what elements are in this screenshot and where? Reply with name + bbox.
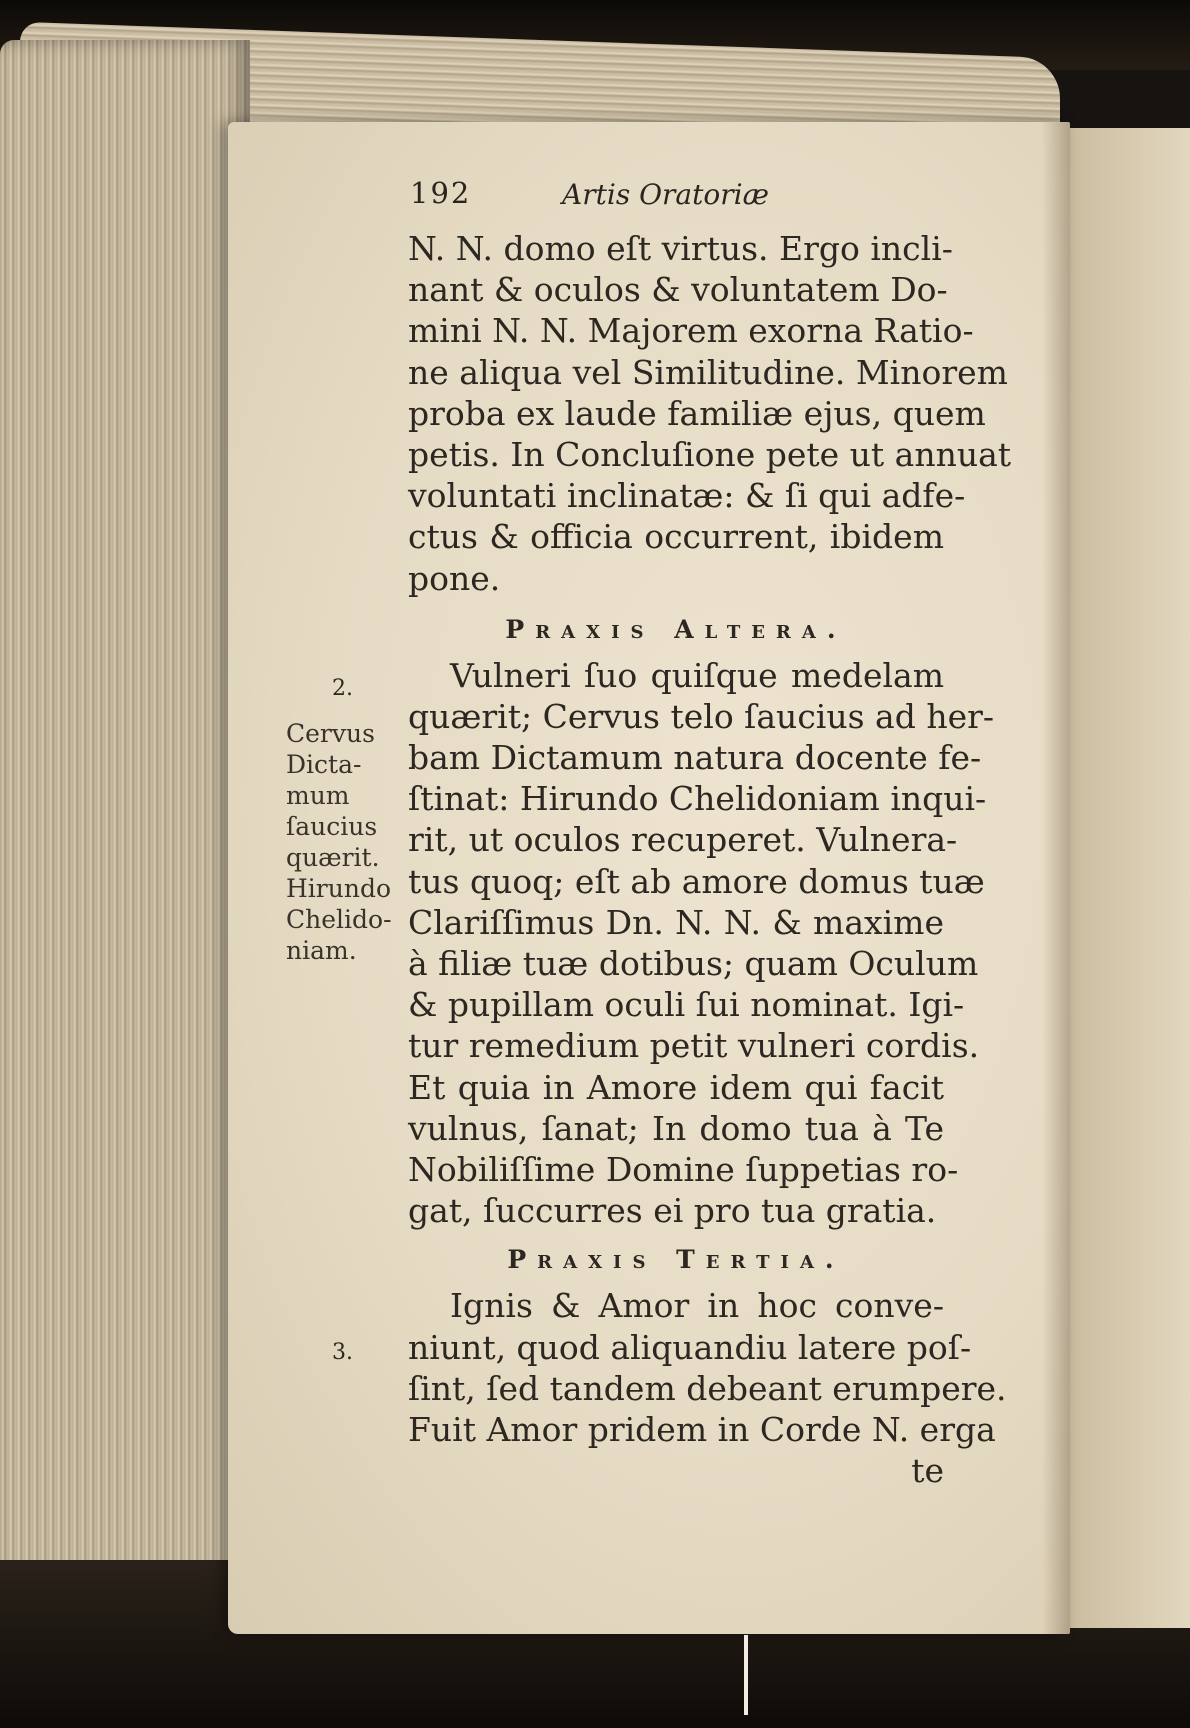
text-line: Clariſſimus Dn. N. N. & maxime [408, 902, 944, 942]
page-header [410, 176, 830, 220]
text-line: ctus & officia occurrent, ibidem [408, 517, 944, 557]
text-line: ſtinat: Hirundo Chelidoniam inqui- [408, 779, 987, 819]
text-line: quærit; Cervus telo ſaucius ad her- [408, 696, 995, 736]
margin-note-line: ſaucius [286, 812, 378, 841]
text-line: nant & oculos & voluntatem Do- [408, 270, 948, 310]
stacked-page-edges-left [0, 40, 250, 1600]
text-line: N. N. domo eſt virtus. Ergo incli- [408, 229, 953, 268]
page-body [408, 228, 1012, 1491]
text-line: tur remedium petit vulneri cordis. [408, 1026, 980, 1066]
praxis-tertia-paragraph [408, 1285, 1007, 1491]
text-line: Vulneri ſuo quiſque medelam [450, 655, 944, 695]
praxis-altera-paragraph [408, 655, 995, 1232]
text-line: rit, ut oculos recuperet. Vulnera- [408, 820, 958, 860]
text-line: Ignis & Amor in hoc conve- [450, 1286, 944, 1326]
text-line: mini N. N. Majorem exorna Ratio- [408, 311, 974, 351]
text-line: petis. In Concluſione pete ut annuat [408, 434, 1012, 474]
text-line: Et quia in Amore idem qui facit [408, 1067, 944, 1107]
text-line: & pupillam oculi ſui nominat. Igi- [408, 985, 965, 1025]
margin-note-line: Chelido- [286, 905, 392, 934]
page-gutter-shadow [1042, 122, 1070, 1634]
text-line: niunt, quod aliquandiu latere poſ- [408, 1327, 972, 1367]
text-line: gat, ſuccurres ei pro tua gratia. [408, 1191, 937, 1231]
section-number-2: 2. [332, 676, 353, 701]
text-line: tus quoq; eſt ab amore domus tuæ [408, 861, 985, 901]
margin-note-line: Hirundo [286, 874, 392, 903]
text-line: Nobiliſſime Domine ſuppetias ro- [408, 1149, 959, 1189]
section-number-3: 3. [332, 1340, 353, 1365]
text-line: vulnus, ſanat; In domo tua à Te [408, 1108, 944, 1148]
margin-note-line: niam. [286, 936, 357, 965]
text-line: pone. [408, 558, 501, 598]
praxis-tertia-heading: Praxis Tertia. [507, 1245, 845, 1275]
opening-paragraph [408, 228, 1012, 599]
text-line: voluntati inclinatæ: & ſi qui adfe- [408, 476, 966, 516]
running-title: Artis Oratoriæ [562, 178, 769, 211]
text-line: ne aliqua vel Similitudine. Minorem [408, 352, 1008, 392]
margin-note-line: quærit. [286, 843, 380, 872]
text-line: proba ex laude familiæ ejus, quem [408, 393, 986, 433]
catchword: te [911, 1451, 944, 1491]
margin-note-line: mum [286, 781, 350, 810]
margin-note [286, 718, 402, 966]
text-line: à filiæ tuæ dotibus; quam Oculum [408, 944, 979, 983]
bookmark-thread [744, 1635, 748, 1715]
facing-page [1070, 128, 1190, 1628]
text-line: Fuit Amor pridem in Corde N. erga [408, 1409, 996, 1449]
page-number: 192 [410, 176, 472, 210]
text-line: ſint, ſed tandem debeant erumpere. [408, 1368, 1007, 1408]
text-line: bam Dictamum natura docente fe- [408, 738, 982, 778]
margin-note-line: Cervus [286, 719, 375, 748]
margin-note-line: Dicta- [286, 750, 362, 779]
praxis-altera-heading: Praxis Altera. [505, 614, 847, 644]
